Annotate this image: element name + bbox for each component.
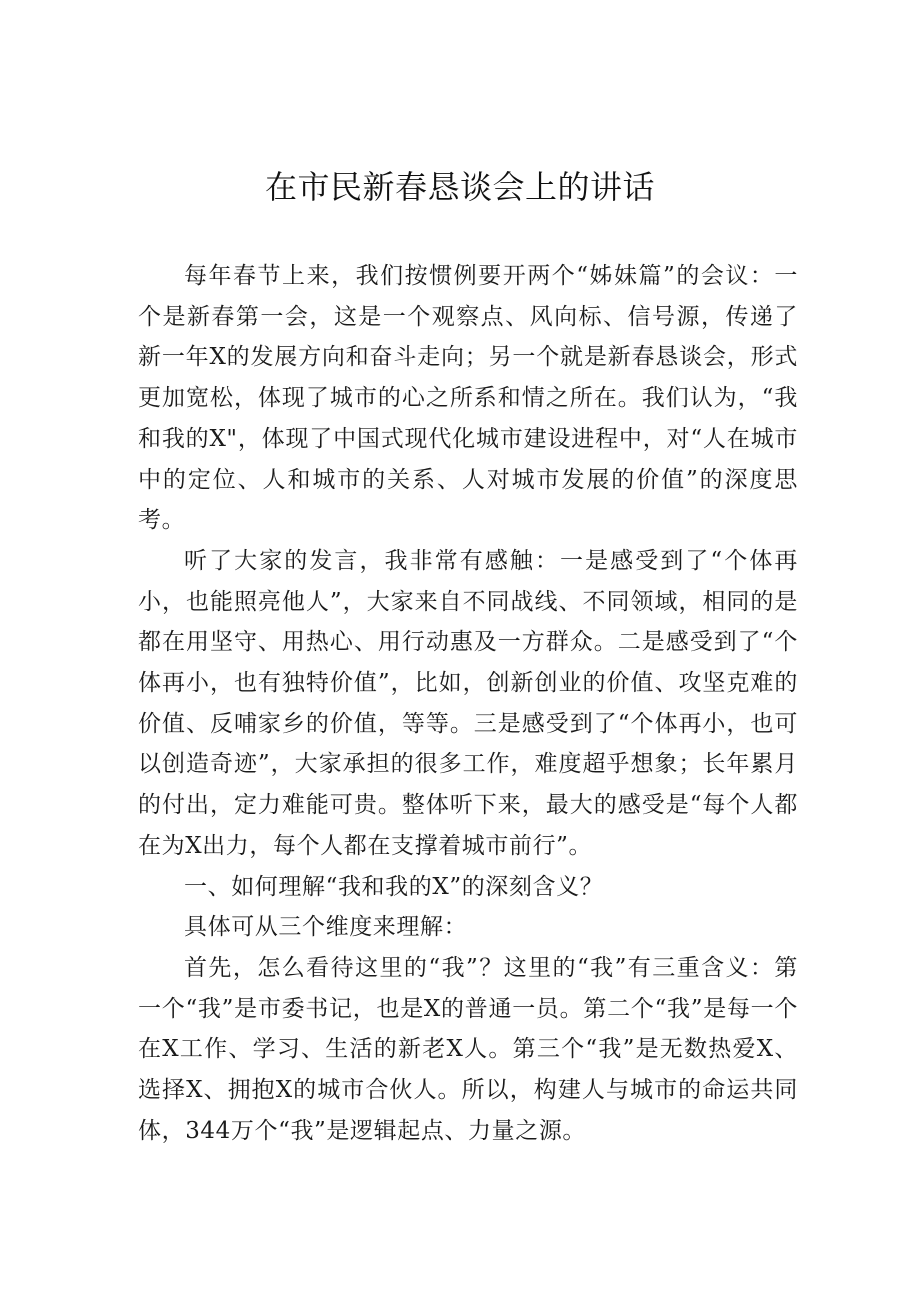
paragraph-first-me: 首先，怎么看待这里的“我”？这里的“我”有三重含义：第一个“我”是市委书记，也是X的普通一员。第二个“我”是每一个在X工作、学习、生活的新老X人。第三个“我”是无数热爱X、选择X、拥抱X的城市合伙人。所以，构建人与城市的命运共同体，344万个“我”是逻辑起点、力量之源。 [138,954,798,1144]
paragraph-three-dimensions: 具体可从三个维度来理解： [184,914,468,941]
paragraph-feelings: 听了大家的发言，我非常有感触：一是感受到了“个体再小，也能照亮他人”，大家来自不同战线、不同领域，相同的是都在用坚守、用热心、用行动惠及一方群众。二是感受到了“个体再小，也有独特价值”，比如，创新创业的价值、攻坚克难的价值、反哺家乡的价值，等等。三是感受到了“个体再小，也可以创造奇迹”，大家承担的很多工作，难度超乎想象；长年累月的付出，定力难能可贵。整体听下来，最大的感受是“每个人都在为X出力，每个人都在支撑着城市前行”。 [138,547,798,859]
document-title: 在市民新春恳谈会上的讲话 [264,168,655,206]
paragraph-intro: 每年春节上来，我们按惯例要开两个“姊妹篇”的会议：一个是新春第一会，这是一个观察点、风向标、信号源，传递了新一年X的发展方向和奋斗走向；另一个就是新春恳谈会，形式更加宽松，体现了城市的心之所系和情之所在。我们认为，“我和我的X"，体现了中国式现代化城市建设进程中，对“人在城市中的定位、人和城市的关系、人对城市发展的价值”的深度思考。 [138,263,798,534]
document-body [138,256,798,1151]
section-heading-1: 一、如何理解“我和我的X”的深刻含义？ [184,873,604,900]
